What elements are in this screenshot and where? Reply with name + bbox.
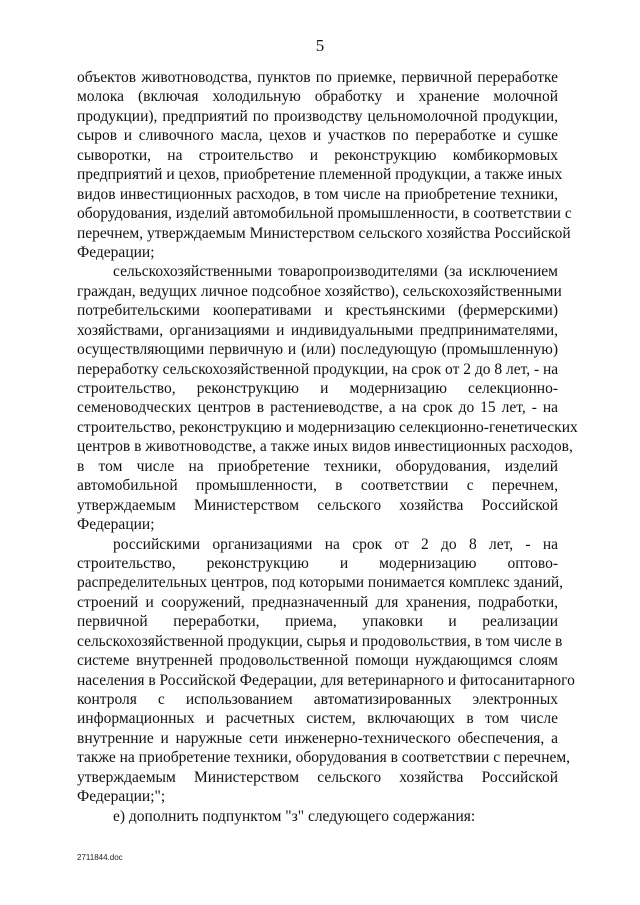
text-line: Федерации; <box>77 516 155 534</box>
text-line: сыворотки, на строительство и реконструкцию комбикормовых <box>77 146 558 164</box>
text-line: видов инвестиционных расходов, в том числе на приобретение техники, <box>77 185 558 203</box>
text-line: населения в Российской Федерации, для ветеринарного и фитосанитарного <box>77 671 575 689</box>
page-number: 5 <box>315 36 325 55</box>
text-line: продукции), предприятий по производству цельномолочной продукции, <box>77 107 558 125</box>
paragraph <box>77 535 575 807</box>
text-line: российскими организациями на срок от 2 до 8 лет, - на <box>113 535 558 553</box>
text-line: контроля с использованием автоматизированных электронных <box>77 691 558 708</box>
text-line: информационных и расчетных систем, включающих в том числе <box>77 710 558 728</box>
text-line: внутренние и наружные сети инженерно-технического обеспечения, а <box>77 729 558 747</box>
text-line: Федерации;"; <box>77 788 166 806</box>
text-line: сыров и сливочного масла, цехов и участков по переработке и сушке <box>77 127 558 145</box>
body-text <box>77 68 578 826</box>
text-line: хозяйствами, организациями и индивидуальными предпринимателями, <box>77 321 558 339</box>
paragraph <box>77 807 558 826</box>
text-line: системе внутренней продовольственной помощи нуждающимся слоям <box>77 652 558 670</box>
text-line: строительство, реконструкцию и модернизацию селекционно-генетических <box>77 418 578 436</box>
text-line: утверждаемым Министерством сельского хозяйства Российской <box>77 768 558 786</box>
text-line: сельскохозяйственными товаропроизводителями (за исключением <box>113 263 558 281</box>
text-line: утверждаемым Министерством сельского хозяйства Российской <box>77 496 558 514</box>
text-line: перечнем, утверждаемым Министерством сельского хозяйства Российской <box>77 224 571 242</box>
text-line: автомобильной промышленности, в соответствии с перечнем, <box>77 477 558 495</box>
text-line: строительство, реконструкцию и модернизацию оптово- <box>77 554 558 572</box>
text-line: переработку сельскохозяйственной продукции, на срок от 2 до 8 лет, - на <box>77 360 559 378</box>
document-footer: 2711844.doc <box>77 853 123 862</box>
text-line: центров в животноводстве, а также иных видов инвестиционных расходов, <box>77 438 573 456</box>
text-line: строений и сооружений, предназначенный для хранения, подработки, <box>77 593 558 611</box>
text-line: потребительскими кооперативами и крестьянскими (фермерскими) <box>77 302 558 320</box>
text-line: предприятий и цехов, приобретение племенной продукции, а также иных <box>77 166 563 184</box>
text-line: Федерации; <box>77 243 155 261</box>
text-line: оборудования, изделий автомобильной промышленности, в соответствии с <box>77 205 572 223</box>
text-line: граждан, ведущих личное подсобное хозяйство), сельскохозяйственными <box>77 282 562 300</box>
text-line: первичной переработки, приема, упаковки и реализации <box>77 613 558 631</box>
text-line: семеноводческих центров в растениеводстве, а на срок до 15 лет, - на <box>77 399 558 417</box>
text-line: сельскохозяйственной продукции, сырья и продовольствия, в том числе в <box>77 632 563 650</box>
paragraph <box>77 68 572 262</box>
text-line: также на приобретение техники, оборудования в соответствии с перечнем, <box>77 749 571 767</box>
text-line: молока (включая холодильную обработку и хранение молочной <box>77 88 558 106</box>
text-line: строительство, реконструкцию и модернизацию селекционно- <box>77 380 558 397</box>
text-line: распределительных центров, под которыми понимается комплекс зданий, <box>77 574 564 592</box>
text-line: е) дополнить подпунктом "з" следующего содержания: <box>113 807 476 825</box>
paragraph <box>77 262 578 534</box>
text-line: в том числе на приобретение техники, оборудования, изделий <box>77 457 558 475</box>
text-line: осуществляющими первичную и (или) последующую (промышленную) <box>77 341 558 359</box>
text-line: объектов животноводства, пунктов по приемке, первичной переработке <box>77 69 558 86</box>
